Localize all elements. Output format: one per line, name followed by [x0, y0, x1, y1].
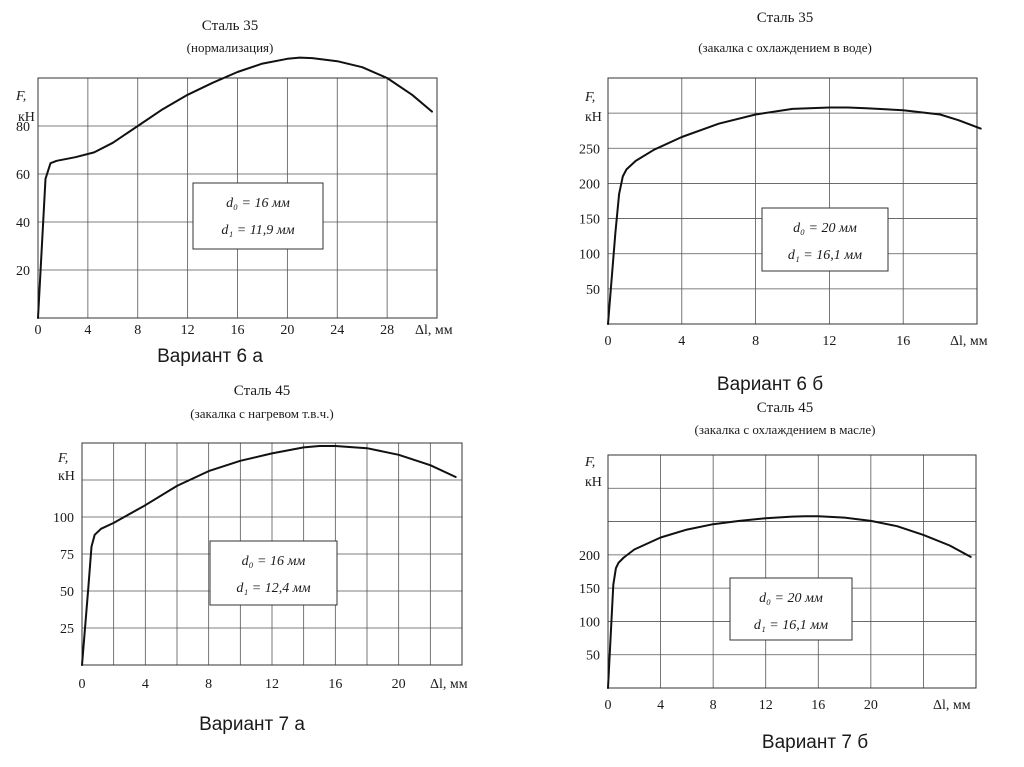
chart-subtitle: (закалка с нагревом т.в.ч.) — [190, 406, 334, 421]
chart-3 — [53, 383, 468, 735]
chart-subtitle: (нормализация) — [186, 40, 274, 55]
specimen-box — [193, 183, 323, 249]
x-axis-label: Δl, мм — [950, 334, 988, 349]
x-tick-label: 4 — [141, 677, 149, 692]
x-tick-label: 4 — [657, 698, 665, 713]
x-tick-label: 16 — [896, 334, 911, 349]
x-tick-label: 24 — [330, 323, 345, 338]
chart-2 — [579, 10, 988, 395]
x-tick-label: 20 — [391, 677, 406, 692]
specimen-initial-diameter: d₀ = 16 мм — [226, 196, 290, 211]
y-axis-label: F, — [58, 451, 69, 466]
specimen-initial-diameter: d₀ = 20 мм — [759, 591, 823, 606]
chart-title: Сталь 45 — [756, 400, 814, 416]
variant-caption: Вариант 7 а — [199, 714, 305, 735]
y-tick-label: 100 — [579, 615, 600, 631]
y-tick-label: 40 — [16, 216, 30, 231]
variant-caption: Вариант 6 а — [157, 346, 263, 367]
chart-title: Сталь 35 — [756, 10, 814, 26]
specimen-initial-diameter: d₀ = 20 мм — [793, 221, 857, 236]
grid — [608, 78, 977, 324]
y-tick-label: 75 — [60, 548, 74, 563]
plot-frame — [608, 78, 977, 324]
variant-caption: Вариант 6 б — [716, 374, 824, 395]
y-tick-label: 150 — [579, 582, 600, 598]
y-axis-label: F, — [16, 89, 27, 104]
x-tick-label: 0 — [34, 323, 42, 338]
x-tick-label: 20 — [863, 698, 878, 713]
x-tick-label: 12 — [180, 323, 195, 338]
x-tick-label: 4 — [678, 334, 686, 349]
y-tick-label: 20 — [16, 264, 30, 279]
y-tick-label: 200 — [579, 177, 600, 193]
y-axis-unit: кН — [585, 475, 602, 490]
y-tick-label: 25 — [60, 622, 74, 637]
x-axis-label: Δl, мм — [933, 698, 971, 713]
y-axis-label: F, — [585, 90, 596, 105]
specimen-final-diameter: d₁ = 11,9 мм — [221, 223, 295, 238]
x-tick-label: 28 — [380, 323, 395, 338]
y-tick-label: 250 — [579, 142, 600, 158]
y-axis-unit: кН — [18, 110, 35, 125]
specimen-final-diameter: d₁ = 16,1 мм — [753, 618, 829, 633]
chart-subtitle: (закалка с охлаждением в воде) — [698, 40, 872, 55]
y-tick-label: 50 — [586, 282, 600, 298]
plot-frame — [608, 455, 976, 688]
x-tick-label: 0 — [604, 698, 612, 713]
y-tick-label: 80 — [16, 120, 30, 135]
x-tick-label: 0 — [604, 334, 612, 349]
x-tick-label: 8 — [709, 698, 717, 713]
x-axis-label: Δl, мм — [415, 323, 453, 338]
y-axis-unit: кН — [58, 469, 75, 484]
y-tick-label: 100 — [579, 247, 600, 263]
specimen-initial-diameter: d₀ = 16 мм — [241, 554, 306, 569]
specimen-final-diameter: d₁ = 16,1 мм — [787, 248, 863, 263]
y-tick-label: 150 — [579, 212, 600, 228]
variant-caption: Вариант 7 б — [761, 732, 869, 753]
x-tick-label: 8 — [205, 677, 213, 692]
x-tick-label: 4 — [84, 323, 92, 338]
y-axis-unit: кН — [585, 110, 602, 125]
x-tick-label: 12 — [758, 698, 773, 713]
y-tick-label: 50 — [586, 648, 600, 664]
y-axis-label: F, — [585, 455, 596, 470]
y-tick-label: 50 — [60, 585, 74, 600]
x-tick-label: 16 — [811, 698, 826, 713]
x-tick-label: 16 — [230, 323, 245, 338]
x-tick-label: 8 — [134, 323, 142, 338]
x-tick-label: 0 — [78, 677, 86, 692]
chart-4 — [579, 400, 976, 753]
x-tick-label: 20 — [280, 323, 295, 338]
y-tick-label: 60 — [16, 168, 30, 183]
x-axis-label: Δl, мм — [430, 677, 468, 692]
y-tick-label: 200 — [579, 548, 600, 564]
x-tick-label: 12 — [822, 334, 837, 349]
y-tick-label: 100 — [53, 511, 74, 526]
chart-title: Сталь 35 — [201, 18, 259, 34]
chart-title: Сталь 45 — [233, 383, 291, 399]
x-tick-label: 16 — [328, 677, 343, 692]
chart-1 — [15, 18, 453, 367]
x-tick-label: 12 — [265, 677, 279, 692]
chart-subtitle: (закалка с охлаждением в масле) — [694, 422, 876, 437]
grid — [608, 455, 976, 688]
x-tick-label: 8 — [752, 334, 760, 349]
specimen-final-diameter: d₁ = 12,4 мм — [236, 581, 311, 596]
